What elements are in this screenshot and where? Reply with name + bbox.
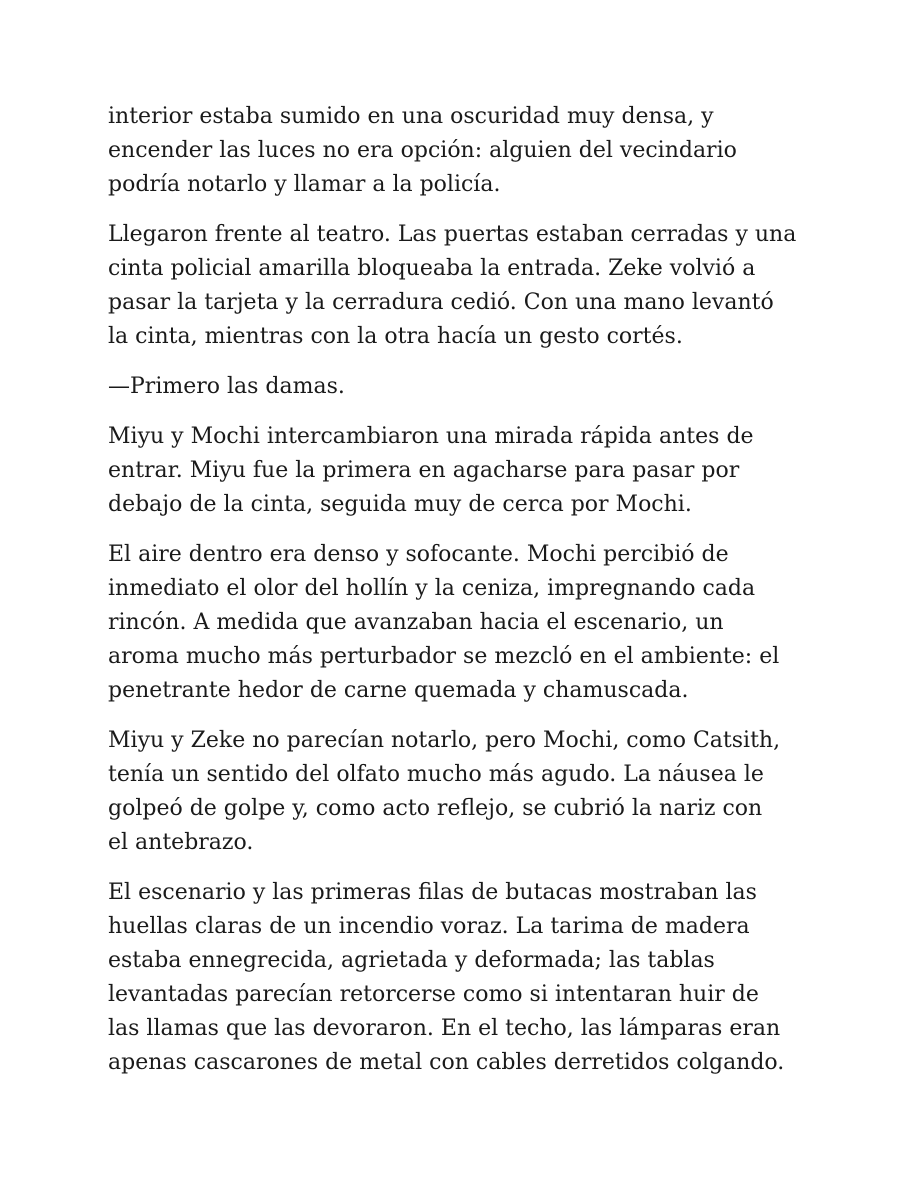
text-line: entrar. Miyu fue la primera en agacharse para pasar por bbox=[108, 458, 740, 483]
text-line: Miyu y Mochi intercambiaron una mirada rápida antes de bbox=[108, 424, 754, 449]
paragraph-4 bbox=[108, 420, 808, 522]
paragraph-3-dialogue bbox=[108, 370, 808, 404]
dialogue-line: —Primero las damas. bbox=[108, 374, 345, 399]
text-line: penetrante hedor de carne quemada y chamuscada. bbox=[108, 678, 689, 703]
text-line: Llegaron frente al teatro. Las puertas estaban cerradas y una bbox=[108, 222, 797, 247]
body-text bbox=[108, 100, 808, 1096]
text-line: tenía un sentido del olfato mucho más agudo. La náusea le bbox=[108, 762, 764, 787]
text-line: la cinta, mientras con la otra hacía un gesto cortés. bbox=[108, 324, 683, 349]
text-line: estaba ennegrecida, agrietada y deformada; las tablas bbox=[108, 948, 715, 973]
paragraph-2 bbox=[108, 218, 808, 354]
text-line: Miyu y Zeke no parecían notarlo, pero Mochi, como Catsith, bbox=[108, 728, 781, 753]
text-line: las llamas que las devoraron. En el techo, las lámparas eran bbox=[108, 1016, 781, 1041]
text-line: cinta policial amarilla bloqueaba la entrada. Zeke volvió a bbox=[108, 256, 756, 281]
text-line: encender las luces no era opción: alguien del vecindario bbox=[108, 138, 737, 163]
paragraph-1 bbox=[108, 100, 808, 202]
text-line: pasar la tarjeta y la cerradura cedió. Con una mano levantó bbox=[108, 290, 774, 315]
text-line: debajo de la cinta, seguida muy de cerca por Mochi. bbox=[108, 492, 692, 517]
text-line: huellas claras de un incendio voraz. La tarima de madera bbox=[108, 914, 750, 939]
text-line: rincón. A medida que avanzaban hacia el escenario, un bbox=[108, 610, 724, 635]
text-line: inmediato el olor del hollín y la ceniza, impregnando cada bbox=[108, 576, 756, 601]
text-line: El escenario y las primeras filas de butacas mostraban las bbox=[108, 880, 757, 905]
text-line: el antebrazo. bbox=[108, 830, 254, 855]
paragraph-6 bbox=[108, 724, 808, 860]
text-line: levantadas parecían retorcerse como si intentaran huir de bbox=[108, 982, 759, 1007]
paragraph-5 bbox=[108, 538, 808, 708]
text-line: podría notarlo y llamar a la policía. bbox=[108, 172, 501, 197]
text-line: apenas cascarones de metal con cables derretidos colgando. bbox=[108, 1050, 785, 1075]
text-line: El aire dentro era denso y sofocante. Mochi percibió de bbox=[108, 542, 729, 567]
text-line: interior estaba sumido en una oscuridad muy densa, y bbox=[108, 104, 714, 129]
text-line: aroma mucho más perturbador se mezcló en el ambiente: el bbox=[108, 644, 780, 669]
text-line: golpeó de golpe y, como acto reflejo, se cubrió la nariz con bbox=[108, 796, 763, 821]
paragraph-7 bbox=[108, 876, 808, 1080]
